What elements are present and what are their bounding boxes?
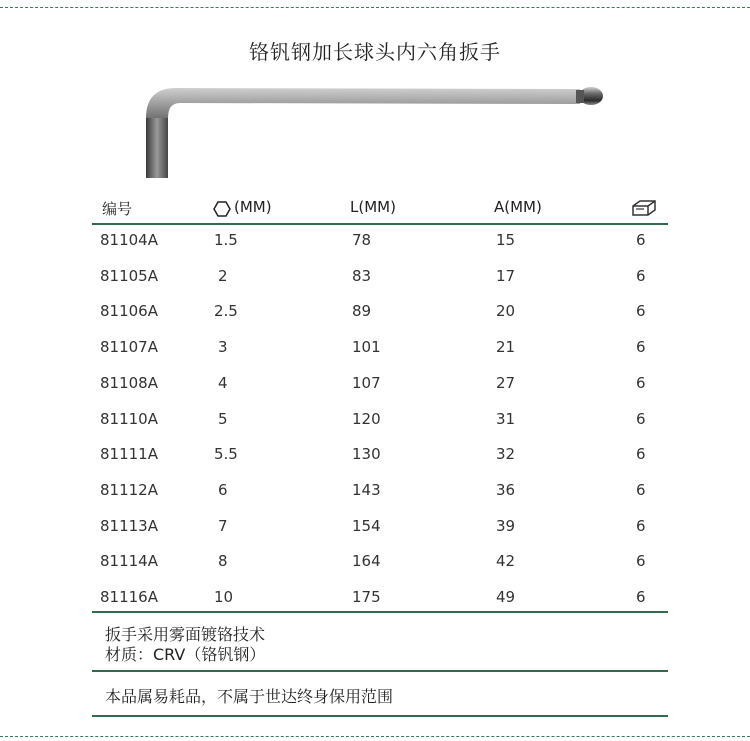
note-finish: 扳手采用雾面镀铬技术: [105, 625, 266, 644]
cell-pack-qty: 6: [636, 302, 646, 320]
cell-a: 42: [496, 552, 516, 570]
cell-code: 81112A: [100, 481, 158, 499]
cell-a: 49: [496, 588, 516, 606]
table-bottom-rule: [92, 611, 668, 613]
cell-code: 81104A: [100, 231, 158, 249]
cell-hex-size: 10: [214, 588, 234, 606]
cell-pack-qty: 6: [636, 410, 646, 428]
cell-length: 107: [352, 374, 381, 392]
cell-length: 83: [352, 267, 372, 285]
cell-length: 120: [352, 410, 381, 428]
cell-hex-size: 2.5: [214, 302, 238, 320]
header-a: A(MM): [494, 198, 542, 216]
cell-length: 164: [352, 552, 381, 570]
cell-code: 81111A: [100, 445, 158, 463]
cell-hex-size: 2: [218, 267, 228, 285]
footer-rule: [92, 715, 668, 717]
header-rule: [92, 223, 668, 225]
cell-pack-qty: 6: [636, 588, 646, 606]
cell-hex-size: 5: [218, 410, 228, 428]
cell-pack-qty: 6: [636, 517, 646, 535]
header-length: L(MM): [350, 198, 396, 216]
cell-length: 101: [352, 338, 381, 356]
page-title: 铬钒钢加长球头内六角扳手: [249, 40, 501, 64]
cell-pack-qty: 6: [636, 481, 646, 499]
cell-a: 20: [496, 302, 516, 320]
cell-pack-qty: 6: [636, 231, 646, 249]
cell-length: 89: [352, 302, 372, 320]
note-material: 材质：CRV（铬钒钢）: [105, 645, 266, 664]
package-box-icon: [630, 198, 658, 218]
cell-a: 21: [496, 338, 516, 356]
cell-hex-size: 8: [218, 552, 228, 570]
cell-code: 81106A: [100, 302, 158, 320]
cell-a: 31: [496, 410, 516, 428]
cell-pack-qty: 6: [636, 267, 646, 285]
cell-pack-qty: 6: [636, 445, 646, 463]
cell-length: 130: [352, 445, 381, 463]
notes-rule: [92, 670, 668, 672]
cell-length: 154: [352, 517, 381, 535]
cell-a: 17: [496, 267, 516, 285]
header-hex-size: (MM): [234, 198, 272, 216]
cell-a: 36: [496, 481, 516, 499]
cell-a: 27: [496, 374, 516, 392]
note-warranty: 本品属易耗品，不属于世达终身保用范围: [105, 687, 394, 706]
cell-hex-size: 1.5: [214, 231, 238, 249]
hex-key-wrench-image: [140, 80, 610, 180]
cell-length: 175: [352, 588, 381, 606]
hexagon-icon: [213, 201, 231, 217]
cell-code: 81107A: [100, 338, 158, 356]
cell-hex-size: 5.5: [214, 445, 238, 463]
header-code: 编号: [102, 200, 133, 218]
cell-a: 32: [496, 445, 516, 463]
bottom-dashed-border: [0, 736, 750, 737]
cell-hex-size: 4: [218, 374, 228, 392]
cell-code: 81108A: [100, 374, 158, 392]
cell-length: 78: [352, 231, 372, 249]
cell-hex-size: 6: [218, 481, 228, 499]
cell-length: 143: [352, 481, 381, 499]
cell-a: 15: [496, 231, 516, 249]
cell-code: 81105A: [100, 267, 158, 285]
cell-code: 81114A: [100, 552, 158, 570]
cell-hex-size: 3: [218, 338, 228, 356]
cell-code: 81113A: [100, 517, 158, 535]
cell-pack-qty: 6: [636, 552, 646, 570]
cell-hex-size: 7: [218, 517, 228, 535]
cell-a: 39: [496, 517, 516, 535]
cell-code: 81116A: [100, 588, 158, 606]
cell-pack-qty: 6: [636, 374, 646, 392]
top-dashed-border: [0, 7, 750, 8]
cell-code: 81110A: [100, 410, 158, 428]
cell-pack-qty: 6: [636, 338, 646, 356]
